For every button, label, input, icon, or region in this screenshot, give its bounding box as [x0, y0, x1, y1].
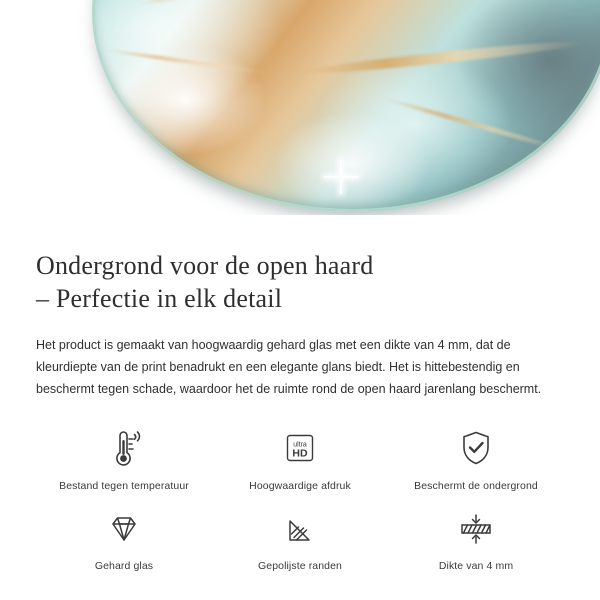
round-glass-panel-image — [92, 0, 600, 212]
feature-label: Hoogwaardige afdruk — [249, 480, 351, 493]
thickness-arrows-icon — [453, 506, 499, 552]
feature-item — [388, 506, 564, 572]
feature-item — [36, 506, 212, 572]
feature-label: Beschermt de ondergrond — [414, 480, 538, 493]
ultra-hd-icon — [279, 426, 321, 472]
page-title-line-2: – Perfectie in elk detail — [36, 284, 283, 314]
polished-edges-icon — [279, 506, 321, 552]
page-title-line-1: Ondergrond voor de open haard — [36, 251, 374, 280]
diamond-icon — [103, 506, 145, 552]
feature-label: Bestand tegen temperatuur — [59, 480, 189, 493]
feature-grid — [36, 426, 564, 572]
svg-text:ultra: ultra — [293, 441, 307, 449]
feature-label: Gepolijste randen — [257, 560, 342, 573]
feature-item — [36, 426, 212, 492]
description-paragraph: Het product is gemaakt van hoogwaardig gehard glas met een dikte van 4 mm, dat de kleurdiepte van de print benadrukt en een elegante glans biedt. Het is hittebestendig en beschermt tegen schade, waardoor het de ruimte rond de open haard jarenlang beschermt. — [36, 337, 542, 397]
hero-image-section — [0, 0, 600, 215]
thermometer-icon — [103, 426, 145, 472]
page-title — [36, 249, 564, 316]
text-content-section — [0, 215, 600, 572]
shield-check-icon — [455, 426, 497, 472]
feature-item — [388, 426, 564, 492]
feature-label: Dikte van 4 mm — [438, 560, 514, 573]
svg-text:HD: HD — [292, 447, 308, 460]
feature-item — [212, 426, 388, 492]
feature-item — [212, 506, 388, 572]
feature-label: Gehard glas — [94, 560, 154, 573]
